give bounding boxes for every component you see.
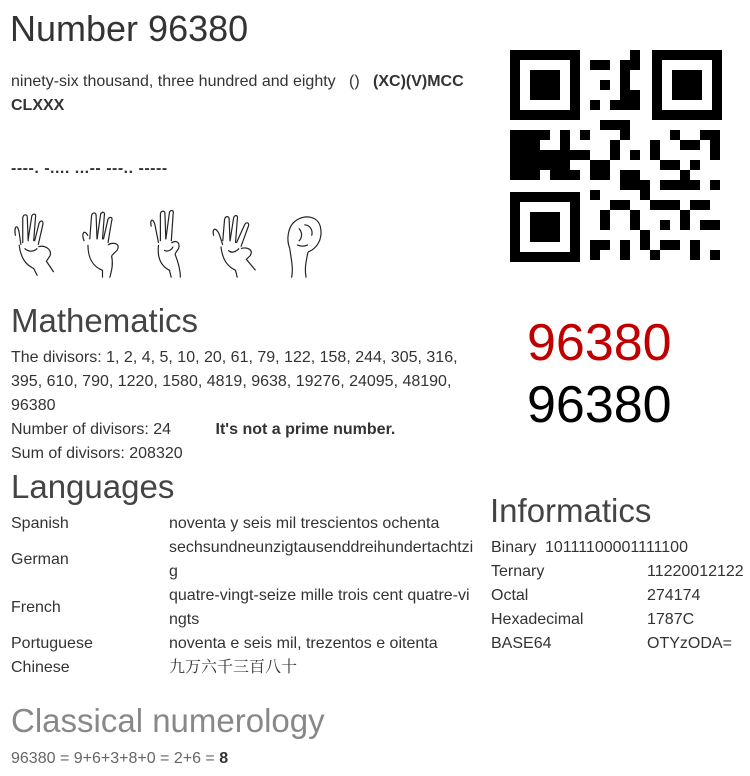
numerology-heading: Classical numerology	[11, 702, 325, 739]
divisors-list: The divisors: 1, 2, 4, 5, 10, 20, 61, 79, 122, 158, 244, 305, 316, 395, 610, 790, 1220, 1580, 4819, 9638, 19276, 24095, 48190, 96380	[11, 349, 458, 414]
language-name: French	[11, 599, 61, 616]
informatics-key: Hexadecimal	[491, 611, 584, 628]
hand-sign-9-icon	[10, 205, 63, 281]
informatics-value: OTYzODA=	[647, 635, 732, 652]
informatics-key: Binary	[491, 539, 537, 556]
language-value: noventa y seis mil trescientos ochenta	[169, 515, 440, 532]
numerology-sum: 96380 = 9+6+3+8+0 = 2+6 =	[11, 750, 220, 767]
language-name: German	[11, 551, 69, 568]
words-paren: ()	[349, 73, 360, 90]
number-display-red: 96380	[527, 314, 672, 372]
informatics-row-binary	[0, 536, 750, 560]
language-name: Chinese	[11, 659, 70, 676]
informatics-row-octal	[0, 584, 750, 608]
sign-language-hands	[10, 205, 330, 283]
qr-code-icon	[510, 50, 722, 262]
informatics-heading: Informatics	[490, 492, 652, 529]
language-value: noventa e seis mil, trezentos e oitenta	[169, 635, 438, 652]
language-row-chinese	[0, 656, 480, 680]
informatics-key: Ternary	[491, 563, 545, 580]
informatics-value: 11220012122	[647, 563, 744, 580]
informatics-value: 274174	[647, 587, 701, 604]
sum-of-divisors: Sum of divisors: 208320	[11, 445, 183, 462]
number-in-words	[11, 70, 471, 118]
language-row-spanish	[0, 512, 480, 536]
informatics-value: 1787C	[647, 611, 695, 628]
numerology-result: 8	[219, 750, 229, 767]
prime-status: It's not a prime number.	[215, 421, 396, 438]
hand-sign-0-icon	[277, 205, 330, 281]
hand-sign-8-icon	[210, 205, 263, 281]
hand-sign-3-icon	[144, 205, 197, 281]
morse-code: ----. -.... ...-- ---.. -----	[11, 160, 168, 177]
number-display-black: 96380	[527, 376, 672, 434]
informatics-row-ternary	[0, 560, 750, 584]
page-title: Number 96380	[10, 8, 249, 49]
informatics-value: 10111100001111100	[545, 539, 688, 556]
informatics-key: BASE64	[491, 635, 552, 652]
language-name: Spanish	[11, 515, 69, 532]
number-of-divisors: Number of divisors: 24	[11, 421, 172, 438]
languages-heading: Languages	[11, 468, 175, 505]
words-text: ninety-six thousand, three hundred and eighty	[11, 73, 336, 90]
language-value: 九万六千三百八十	[169, 659, 298, 676]
language-value: quatre-vingt-seize mille trois cent quatre-vingts	[169, 587, 470, 628]
language-value: sechsundneunzigtausenddreihundertachtzig	[169, 539, 474, 580]
language-name: Portuguese	[11, 635, 93, 652]
roman-numeral: (XC)(V)MCC CLXXX	[11, 73, 464, 114]
informatics-key: Octal	[491, 587, 529, 604]
informatics-row-base64	[0, 632, 750, 656]
divisor-count-row	[11, 418, 395, 442]
mathematics-heading: Mathematics	[11, 302, 199, 339]
numerology-formula	[11, 747, 228, 771]
hand-sign-6-icon	[77, 205, 130, 281]
informatics-row-hexadecimal	[0, 608, 750, 632]
